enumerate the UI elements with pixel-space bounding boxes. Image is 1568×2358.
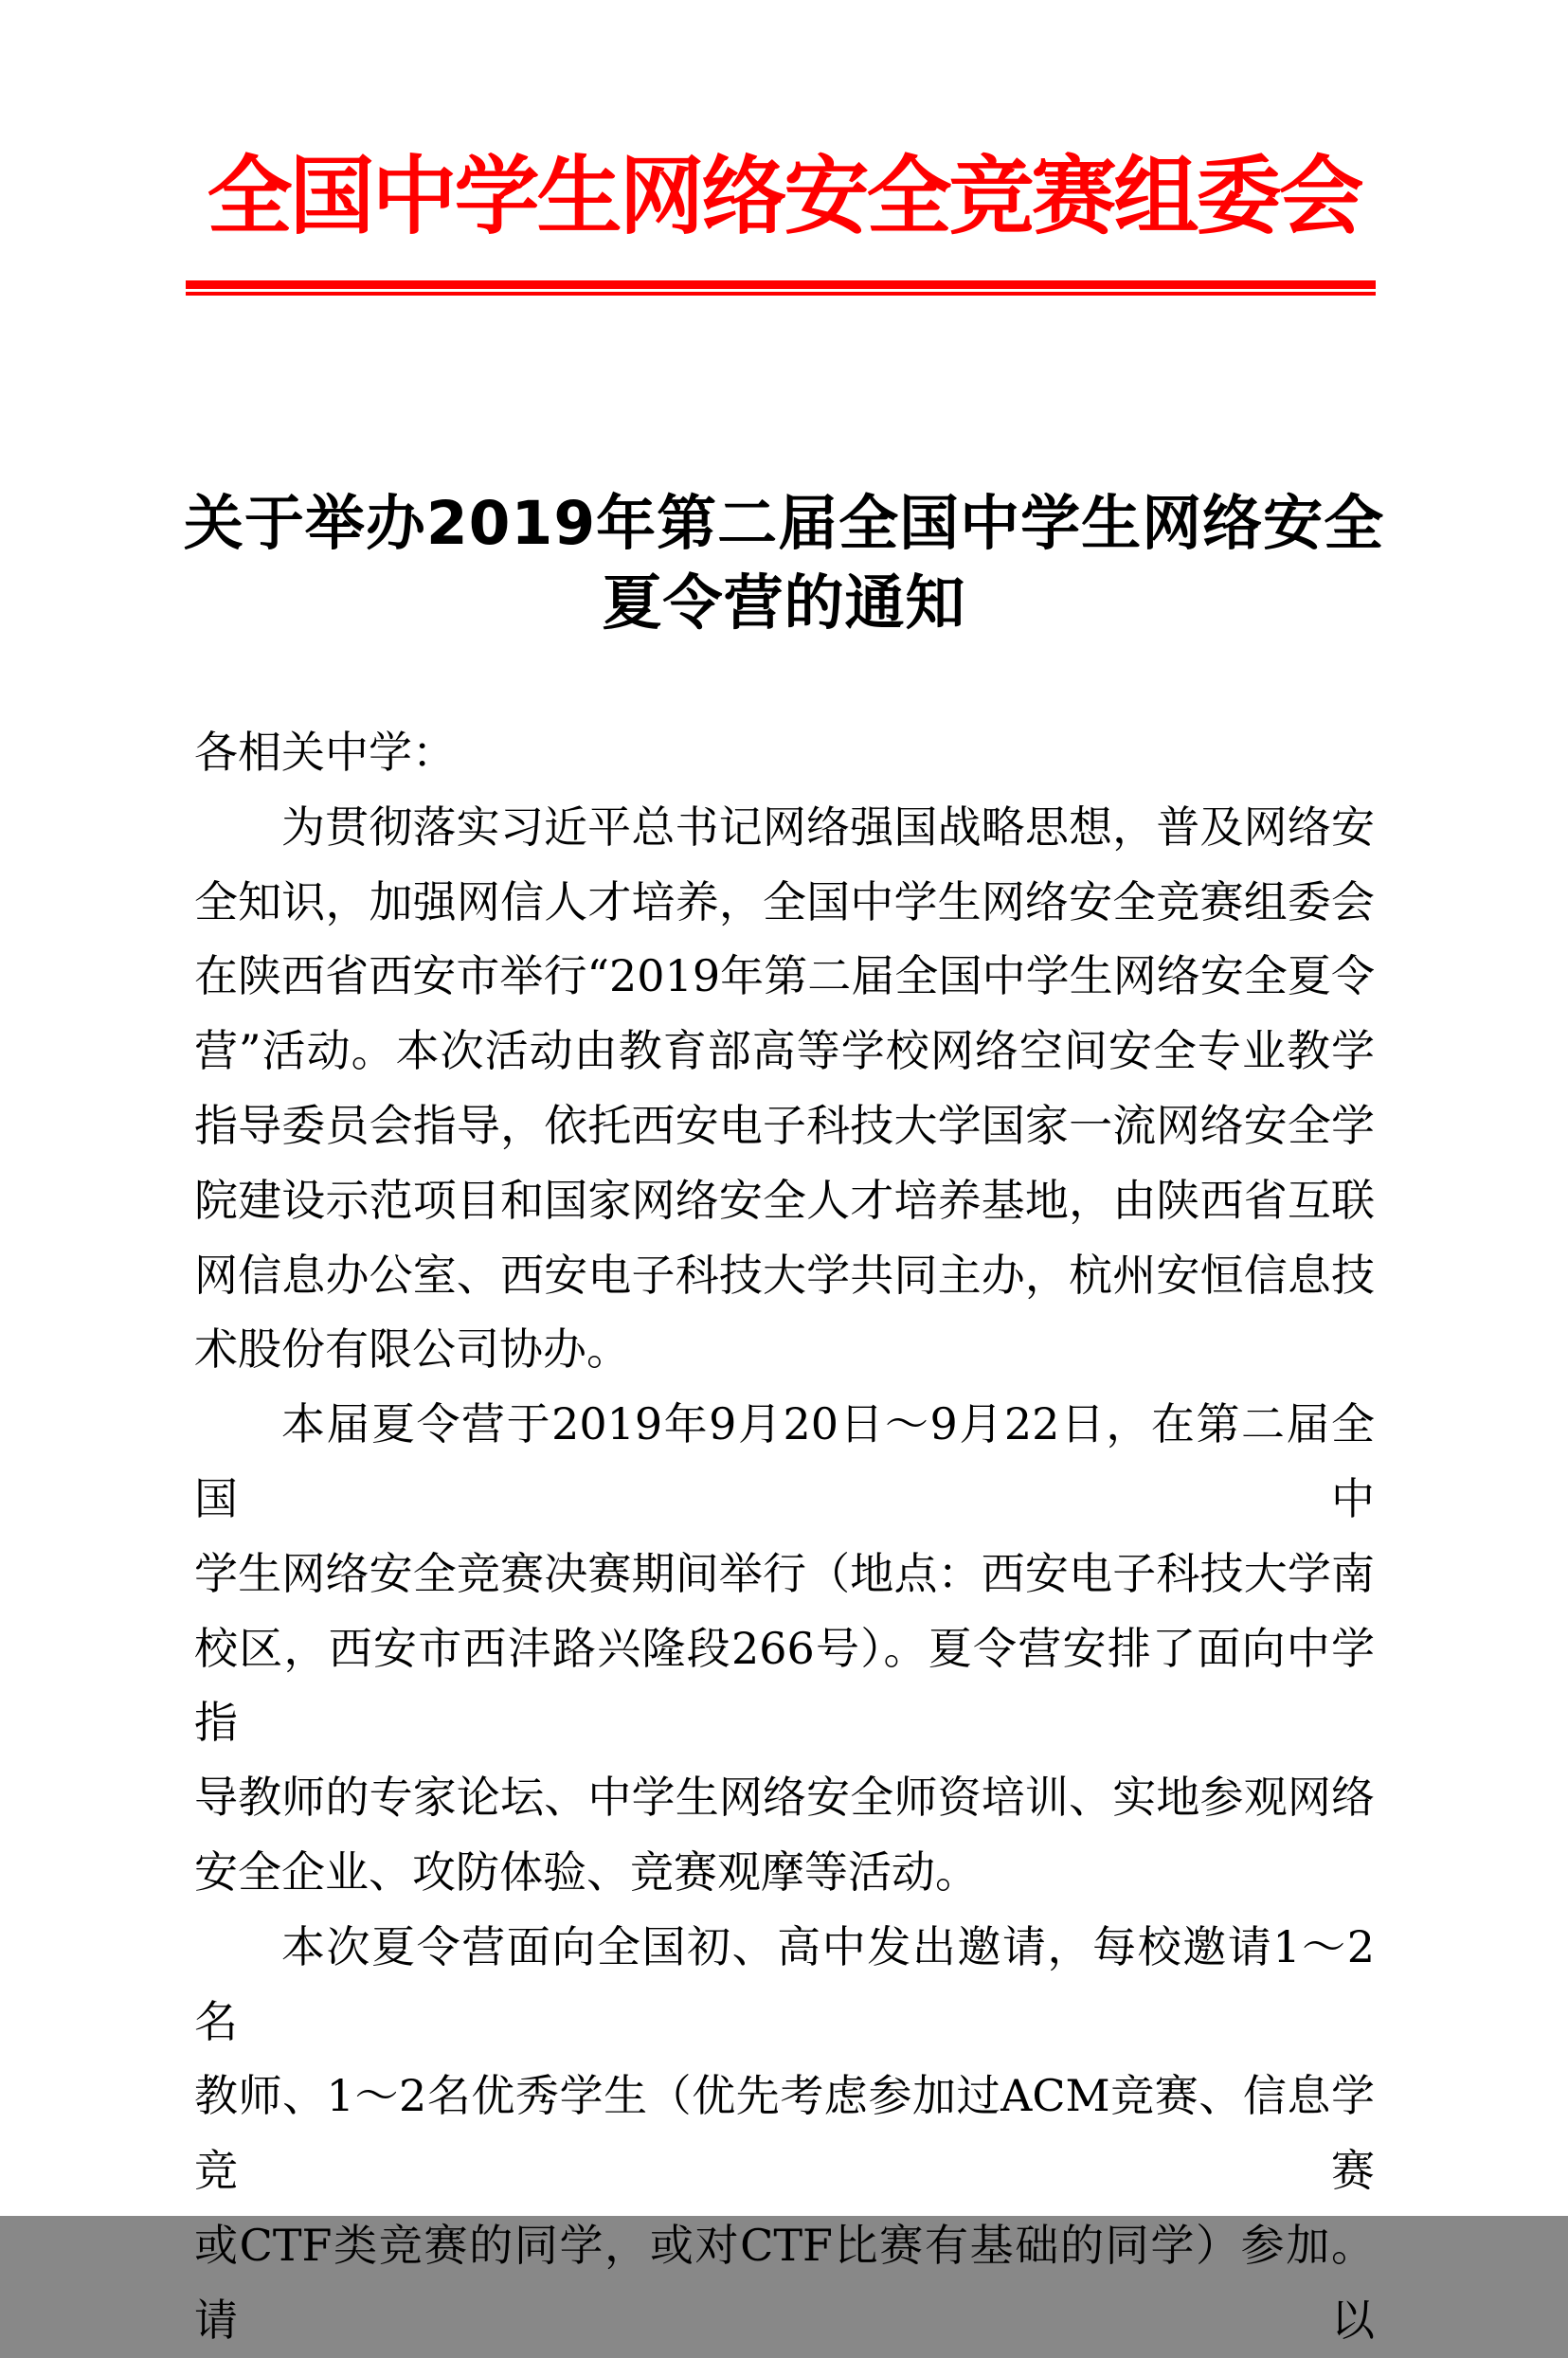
notice-body bbox=[194, 715, 1375, 2358]
body-text-line: 教师、1～2名优秀学生（优先考虑参加过ACM竞赛、信息学竞赛 bbox=[194, 2070, 1375, 2197]
notice-title bbox=[0, 484, 1568, 643]
paragraph bbox=[194, 790, 1375, 1387]
body-text-line: 校区，西安市西沣路兴隆段266号）。夏令营安排了面向中学指 bbox=[194, 1622, 1375, 1749]
red-divider-line bbox=[186, 280, 1376, 296]
body-text-line: 网信息办公室、西安电子科技大学共同主办，杭州安恒信息技 bbox=[194, 1249, 1375, 1301]
paragraph bbox=[194, 715, 1375, 790]
body-text-line: 在陕西省西安市举行“2019年第二届全国中学生网络安全夏令 bbox=[194, 950, 1375, 1002]
body-text-line: 导教师的专家论坛、中学生网络安全师资培训、实地参观网络 bbox=[194, 1772, 1375, 1824]
notice-title-line-2: 夏令营的通知 bbox=[602, 568, 966, 638]
body-text-line: 本次夏令营面向全国初、高中发出邀请，每校邀请1～2名 bbox=[194, 1920, 1375, 2047]
paragraph bbox=[194, 1910, 1375, 2358]
paragraph bbox=[194, 1387, 1375, 1910]
body-text-line: 全知识，加强网信人才培养，全国中学生网络安全竞赛组委会 bbox=[194, 875, 1375, 927]
body-text-line: 学生网络安全竞赛决赛期间举行（地点：西安电子科技大学南 bbox=[194, 1547, 1375, 1599]
body-text-line: 院建设示范项目和国家网络安全人才培养基地，由陕西省互联 bbox=[194, 1174, 1375, 1226]
notice-title-line-1: 关于举办2019年第二届全国中学生网络安全 bbox=[183, 489, 1385, 558]
body-text-line: 为贯彻落实习近平总书记网络强国战略思想，普及网络安 bbox=[281, 801, 1375, 853]
body-text-line: 安全企业、攻防体验、竞赛观摩等活动。 bbox=[194, 1845, 979, 1898]
body-text-line: 各相关中学： bbox=[194, 727, 456, 778]
org-name-heading: 全国中学生网络安全竞赛组委会 bbox=[207, 146, 1361, 246]
body-text-line: 营”活动。本次活动由教育部高等学校网络空间安全专业教学 bbox=[194, 1025, 1375, 1077]
body-text-line: 本届夏令营于2019年9月20日～9月22日，在第二届全国中 bbox=[194, 1398, 1375, 1524]
body-text-line: 指导委员会指导，依托西安电子科技大学国家一流网络安全学 bbox=[194, 1099, 1375, 1151]
body-text-line: 术股份有限公司协办。 bbox=[194, 1323, 630, 1376]
body-text-line: 或CTF类竞赛的同学，或对CTF比赛有基础的同学）参加。请以 bbox=[194, 2219, 1375, 2346]
